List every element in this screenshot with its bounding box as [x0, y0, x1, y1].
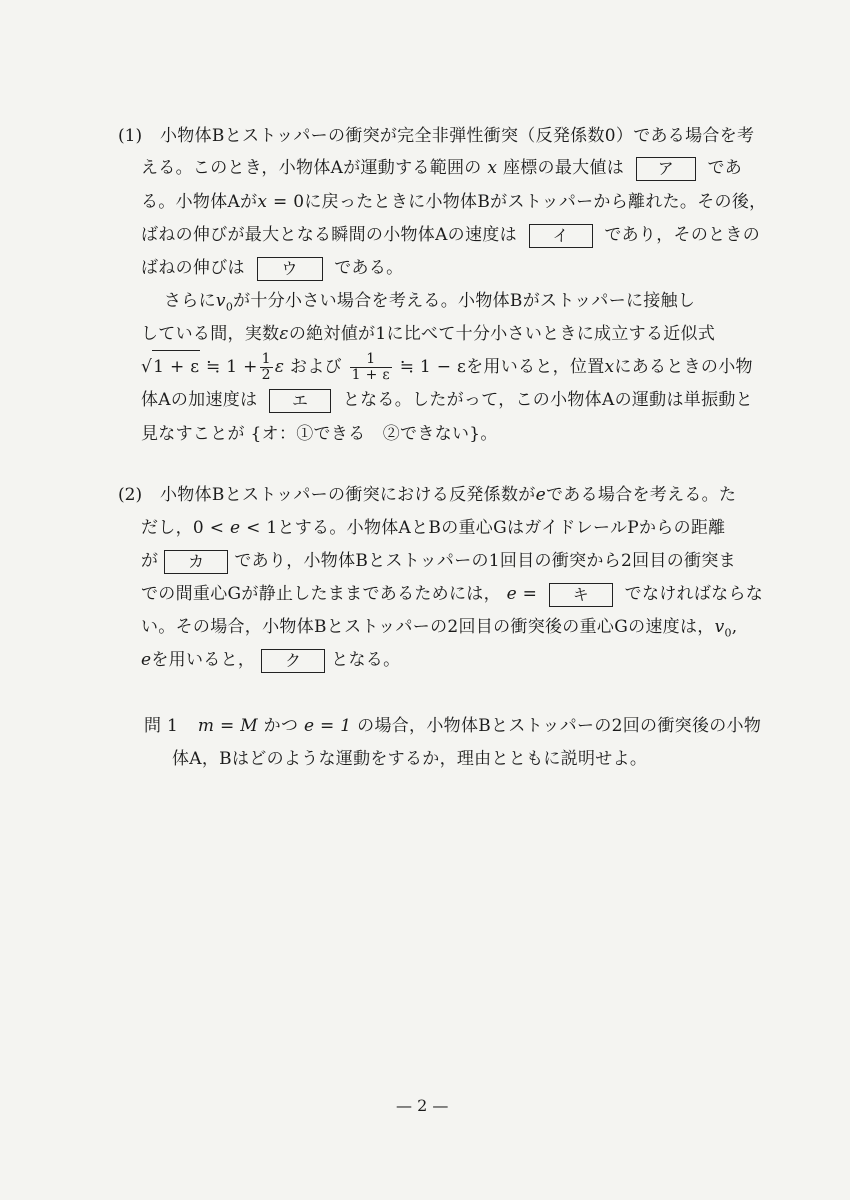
- var-e: e: [535, 485, 546, 505]
- var-v0-subscript: 0: [724, 626, 732, 640]
- answer-box-ku: ク: [261, 649, 325, 673]
- q1-line-2-text: える。このとき，小物体Aが運動する範囲の: [141, 158, 482, 178]
- e-equals-1: e = 1: [303, 716, 352, 736]
- q1-line-7-text-b: の絶対値が1に比べて十分小さいときに成立する近似式: [288, 324, 716, 344]
- q2-line-5-text: い。その場合，小物体Bとストッパーの2回目の衝突後の重心Gの速度は，: [141, 617, 715, 637]
- q2-line-6-text-b: となる。: [331, 650, 401, 670]
- q1-line-5-text: ばねの伸びは: [141, 258, 245, 278]
- q2-line-1-text-b: である場合を考える。た: [545, 485, 737, 505]
- q2-line-3: [141, 549, 736, 574]
- choice-o: {オ：①できる ②できない}。: [250, 424, 498, 444]
- q1-line-3-text: る。小物体Aが: [141, 192, 258, 212]
- var-epsilon: ε: [279, 324, 289, 344]
- q1-line-8-tail: を用いると，位置: [466, 357, 605, 377]
- q1-line-5: [141, 256, 403, 281]
- frac1-den: 2: [261, 367, 271, 383]
- var-v0-subscript: 0: [225, 300, 234, 314]
- comma: ,: [731, 617, 738, 637]
- q1-line-6: [164, 289, 695, 319]
- q2-line-2: [141, 516, 725, 540]
- q1-line-4-text-b: であり，そのときの: [604, 225, 761, 245]
- q1-line-9-text-b: となる。したがって，この小物体Aの運動は単振動と: [342, 390, 753, 410]
- q1-line-7: [141, 322, 715, 346]
- q2-line-4: [141, 582, 763, 607]
- var-epsilon: ε: [274, 357, 285, 377]
- q1-line-6-text-b: が十分小さい場合を考える。小物体Bがストッパーに接触し: [233, 291, 696, 311]
- q1-line-9-text: 体Aの加速度は: [141, 390, 258, 410]
- q1-line-6-text: さらに: [164, 291, 216, 311]
- q1-line-5-text-b: である。: [334, 258, 404, 278]
- q2-line-1-text: 小物体Bとストッパーの衝突における反発係数が: [160, 485, 536, 505]
- page-number: — 2 —: [396, 1096, 449, 1115]
- q1-line-8-tail2: にあるときの小物: [614, 357, 753, 377]
- q1-line-3-text-b: = 0に戻ったときに小物体Bがストッパーから離れた。その後，: [267, 192, 767, 212]
- and-word: および: [290, 357, 342, 377]
- answer-box-a: ア: [636, 157, 696, 181]
- sqrt-expression: √1 + ε: [141, 350, 200, 383]
- question-2-number: (2): [118, 485, 143, 505]
- q1-line-10: [141, 422, 498, 446]
- answer-box-ka: カ: [164, 550, 228, 574]
- answer-box-ki: キ: [549, 583, 613, 607]
- q1-line-10-text: 見なすことが: [141, 424, 245, 444]
- q2-line-4-text-b: でなければならな: [624, 584, 764, 604]
- q1-line-3: [141, 190, 766, 214]
- q2-line-5: [141, 615, 738, 645]
- q1-line-2-text-c: であ: [707, 158, 743, 178]
- fraction-one-half: [260, 352, 273, 383]
- m-equals-M: m = M: [197, 716, 258, 736]
- q1-line-8-formula: [141, 350, 753, 383]
- q2-line-1: [160, 483, 736, 507]
- frac2-den: 1 + ε: [351, 367, 390, 383]
- answer-box-e: エ: [269, 389, 331, 413]
- mon1-line-2: 体A，Bはどのような運動をするか，理由とともに説明せよ。: [172, 749, 648, 769]
- answer-box-u: ウ: [257, 257, 323, 281]
- sqrt-radicand: 1 + ε: [152, 350, 200, 383]
- question-1-number: (1): [118, 126, 143, 146]
- mon1-line-1: [144, 714, 761, 738]
- fraction-reciprocal: [350, 352, 392, 383]
- mon1-line-1-text: の場合，小物体Bとストッパーの2回の衝突後の小物: [357, 716, 762, 736]
- var-v0: v: [714, 617, 725, 637]
- frac1-num: 1: [261, 351, 271, 367]
- q1-line-2: [141, 156, 742, 181]
- var-v0: v: [215, 291, 226, 311]
- approx-2: ≒ 1 − ε: [399, 357, 467, 377]
- q1-line-4: [141, 223, 760, 248]
- mon1-katsu: かつ: [263, 716, 299, 736]
- var-x: x: [257, 192, 268, 212]
- var-e: e: [141, 650, 152, 670]
- q1-line-4-text: ばねの伸びが最大となる瞬間の小物体Aの速度は: [141, 225, 517, 245]
- q1-line-7-text: している間，実数: [141, 324, 280, 344]
- q2-line-3-text: が: [141, 551, 159, 571]
- var-e: e: [229, 518, 241, 538]
- answer-box-i: イ: [529, 224, 593, 248]
- q2-line-6-text: を用いると，: [151, 650, 256, 670]
- q2-line-2-text-b: < 1とする。小物体AとBの重心GはガイドレールPからの距離: [246, 518, 726, 538]
- q1-line-9: [141, 388, 753, 413]
- var-x: x: [487, 158, 498, 178]
- q2-line-3-text-b: であり，小物体Bとストッパーの1回目の衝突から2回目の衝突ま: [234, 551, 736, 571]
- e-equals: e =: [506, 584, 538, 604]
- approx-1: ≒ 1 +: [206, 357, 258, 377]
- q2-line-6: [141, 648, 400, 673]
- q2-line-4-text: での間重心Gが静止したままであるためには，: [141, 584, 501, 604]
- frac2-num: 1: [350, 352, 392, 368]
- q2-line-2-text: だし，0 <: [141, 518, 225, 538]
- var-x: x: [604, 357, 615, 377]
- mon1-label: 問 1: [144, 716, 179, 736]
- q1-line-2-text-b: 座標の最大値は: [502, 158, 625, 178]
- q1-line-1: 小物体Bとストッパーの衝突が完全非弾性衝突（反発係数0）である場合を考: [160, 126, 755, 146]
